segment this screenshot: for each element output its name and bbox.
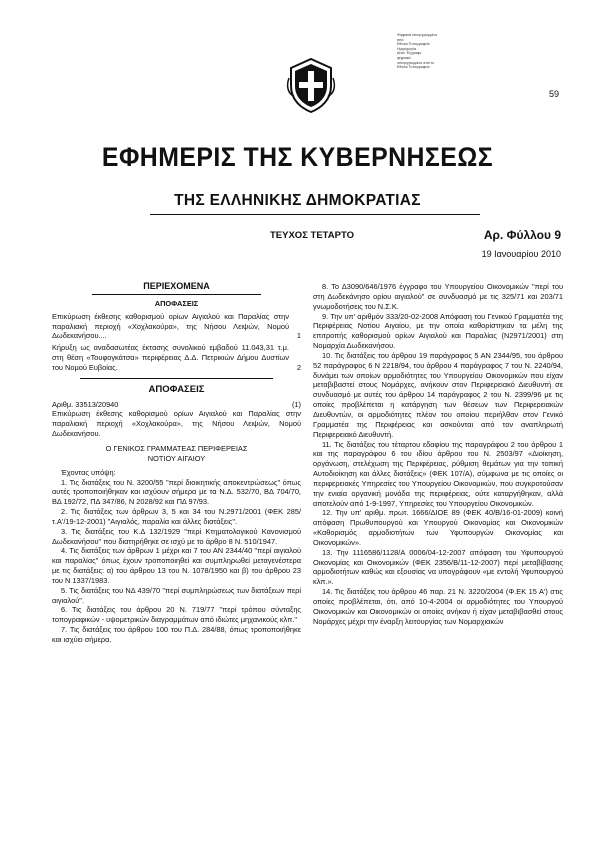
- decision-title: Επικύρωση έκθεσης καθορισμού ορίων Αιγιαλού και Παραλίας στην παραλιακή περιοχή «Χοχλακούρα», της Νήσου Λειψών, Νομού Δωδεκανήσου.: [52, 409, 301, 439]
- digital-signature-stamp: [397, 33, 457, 70]
- paragraph: 4. Τις διατάξεις των άρθρων 1 μέχρι και 7 του ΑΝ 2344/40 "περί αιγιαλού και παραλίας" όπως έχουν τροποποιηθεί και συμπληρωθεί μεταγενέστερα με τις διατάξεις: α) του άρθρου 13 του Ν. 1078/1950 και β) του άρθρου 23 του Ν 1337/1983.: [52, 546, 301, 585]
- stamp-line: υπογεγραμμένο από το: [397, 60, 435, 65]
- right-column: [313, 282, 563, 627]
- masthead-divider: [150, 214, 480, 215]
- stamp-line: από: [397, 37, 404, 42]
- stamp-line: ψηφιακά: [397, 55, 411, 60]
- paragraph: 3. Τις διατάξεις του Κ.Δ 132/1929 "περί Κτηματολογικού Κανονισμού Δωδεκανήσου" που διατηρήθηκε σε ισχύ με το άρθρο 8 Ν. 510/1947.: [52, 526, 301, 546]
- paragraph: 5. Τις διατάξεις του ΝΔ 439/70 "περί συμπληρώσεως των διατάξεων περί αιγιαλού".: [52, 585, 301, 605]
- toc-item-page: 1: [296, 331, 301, 341]
- section-divider: [80, 378, 273, 379]
- stamp-line: Αιτία: Έγγραφο: [397, 51, 422, 56]
- stamp-line: Εθνικό Τυπογραφείο: [397, 65, 430, 70]
- left-column: [52, 282, 301, 645]
- toc-item-page: 2: [296, 362, 301, 372]
- paragraph: 14. Τις διατάξεις του άρθρου 46 παρ. 21 Ν. 3220/2004 (Φ.ΕΚ 15 Α') στις οποίες προβλέπεται, ότι, από 10-4-2004 οι αρμοδιότητες του Υπουργού Οικονομικών και Οικονομικών οι οποίες ανήκαν ή είχαν μεταβιβασθεί στους Νομάρχες μέχρι την έναρξη λειτουργίας των Νομαρχιακών: [313, 587, 563, 626]
- toc-divider: [92, 294, 261, 295]
- toc-item[interactable]: [52, 312, 301, 342]
- intro-text: Έχοντας υπόψη:: [61, 467, 116, 477]
- decision-number: Αριθμ. 33513/20940: [52, 399, 119, 409]
- toc-heading: ΠΕΡΙΕΧΟΜΕΝΑ: [143, 281, 210, 291]
- page-number: 59: [548, 89, 559, 99]
- stamp-line: Ψηφιακά υπογεγραμμένο: [397, 33, 438, 37]
- coat-of-arms-icon: [286, 56, 336, 114]
- paragraph: 7. Τις διατάξεις του άρθρου 100 του Π.Δ. 284/88, όπως τροποποιήθηκε και ισχύει σήμερα.: [52, 625, 301, 644]
- issue-label: ΤΕΥΧΟΣ ΤΕΤΑΡΤΟ: [270, 230, 354, 241]
- gazette-title: ΕΦΗΜΕΡΙΣ ΤΗΣ ΚΥΒΕΡΝΗΣΕΩΣ: [101, 142, 494, 172]
- decision-number-row: [52, 400, 301, 410]
- toc-section: ΑΠΟΦΑΣΕΙΣ: [154, 298, 199, 308]
- toc-item-text: Κήρυξη ως αναδασωτέας έκτασης συνολικού εμβαδού 11.043,31 τ.μ. στη θέση «Τουφογκάτσα» περιφέρειας Δ.Δ. Πετρικιών Δήμου Δυστίων του Νομού Ευβοίας.: [52, 343, 289, 372]
- issue-date: 19 Ιανουαρίου 2010: [481, 249, 561, 259]
- decisions-heading: ΑΠΟΦΑΣΕΙΣ: [148, 383, 205, 395]
- paragraph: 12. Την υπ' αριθμ. πρωτ. 1666/ΔΙΟΕ 89 (ΦΕΚ 40/Β/16-01-2009) κοινή απόφαση Πρωθυπουργού και Υπουργού Οικονομίας και Οικονομικών «Καθορισμός αρμοδιοτήτων των Υφυπουργών Οικονομίας και Οικονομικών».: [313, 508, 563, 547]
- paragraph: 6. Τις διατάξεις του άρθρου 20 Ν. 719/77 "περί τρόπου σύνταξης τοπογραφικών - υψομετρικών διαγραμμάτων από ιδιώτες μηχανικούς κλπ.": [52, 605, 301, 625]
- paragraph: 8. Το Δ3090/646/1976 έγγραφο του Υπουργείου Οικονομικών "περί του στη Δωδεκάνησο ορίου αιγιαλού" σε συνδυασμό με τις 325/71 και 203/71 γνωμοδοτήσεις του Ν.Σ.Κ.: [313, 282, 563, 311]
- stamp-line: Ημερομηνία: [397, 46, 417, 51]
- decision-ref: (1): [291, 399, 301, 409]
- stamp-line: Εθνικό Τυπογραφείο: [397, 42, 430, 47]
- gazette-subtitle: ΤΗΣ ΕΛΛΗΝΙΚΗΣ ΔΗΜΟΚΡΑΤΙΑΣ: [174, 192, 421, 209]
- paragraph: 11. Τις διατάξεις του τέταρτου εδαφίου της παραγράφου 2 του άρθρου 1 και της παραγράφου 6 του ιδίου άρθρου του Ν. 2503/97 «Διοίκηση, οργάνωση, στελέχωση της Περιφέρειας, ρύθμιση θεμάτων για την τοπική Αυτοδιοίκηση και άλλες διατάξεις» (ΦΕΚ 107/Α), σύμφωνα με τις οποίες οι περιφερειακές Υπηρεσίες του Υπουργείου Οικονομικών, που συγκροτούσαν την ενιαία οργανική μονάδα της περιφέρειας, ούτε καταργήθηκαν, αλλά αποτελούν από 1-9-1997, Υπηρεσίες του Υπουργείου Οικονομικών.: [313, 439, 563, 508]
- paragraph: 13. Την 1116586/1128/Α 0006/04-12-2007 απόφαση του Υφυπουργού Οικονομίας και Οικονομικών (ΦΕΚ 2356/Β/11-12-2007) περί μεταβίβασης αρμοδιοτήτων καθώς και εξουσίας να υπογράφουν «με εντολή Υφυπουργού κλπ.».: [313, 547, 563, 587]
- authority-line: ΝΟΤΙΟΥ ΑΙΓΑΙΟΥ: [147, 453, 206, 463]
- toc-item-text: Επικύρωση έκθεσης καθορισμού ορίων Αιγιαλού και Παραλίας στην παραλιακή περιοχή «Χοχλακούρα», της Νήσου Λειψών, Νομού Δωδεκανήσου....: [52, 311, 289, 341]
- paragraph: 9. Την υπ' αριθμόν 333/20-02-2008 Απόφαση του Γενικού Γραμματέα της Περιφέρειας Νοτίου Αιγαίου, με την οποία καθορίστηκαν τα μέλη της επιτροπής καθορισμού ορίων Αιγιαλού και Παραλίας (Ν2971/2001) στη Νομαρχία Δωδεκανήσου.: [313, 311, 563, 351]
- paragraph: 10. Τις διατάξεις του άρθρου 19 παράγραφος 5 ΑΝ 2344/95, του άρθρου 52 παράγραφος 6 Ν 2218/94, του άρθρου 4 παράγραφος 7 του Ν. 2240/94, δυνάμει των οποίων αρμοδιότητες του Υπουργείου Οικονομικών που είχαν μεταβιβαστεί στους Νομάρχες, ανήκουν στον Περιφερειακό Διευθυντή σε συνδυασμό με αυτές του άρθρου 14 παράγραφος 2 του Ν. 2399/96 με τις οποίες προβλέπεται η κατάργηση των θέσεων των Περιφερειακών Διευθυντών, οι αρμοδιότητες πλέον του οποίου περιήλθαν στον Γενικό Γραμματέα της Περιφέρειας και ασκούνται από τον αναπληρωτή Περιφερειακό Διευθυντή.: [313, 350, 563, 439]
- paragraph: 2. Τις διατάξεις των άρθρων 3, 5 και 34 του Ν.2971/2001 (ΦΕΚ 285/τ.Α'/19-12-2001) "Αιγιαλός, παραλία και άλλες διατάξεις".: [52, 507, 301, 526]
- authority-line: Ο ΓΕΝΙΚΟΣ ΓΡΑΜΜΑΤΕΑΣ ΠΕΡΙΦΕΡΕΙΑΣ: [105, 443, 248, 453]
- paragraph: 1. Τις διατάξεις του Ν. 3200/55 "περί διοικητικής αποκεντρώσεως" όπως αυτές τροποποιήθηκαν και ισχύουν σήμερα με τα Ν.Δ. 532/70, ΒΔ 704/70, ΒΔ 192/72, ΠΔ 347/86, Ν 2028/92 και ΠΔ 97/93.: [52, 477, 301, 507]
- toc-item[interactable]: [52, 343, 301, 373]
- sheet-number: Αρ. Φύλλου 9: [483, 228, 561, 242]
